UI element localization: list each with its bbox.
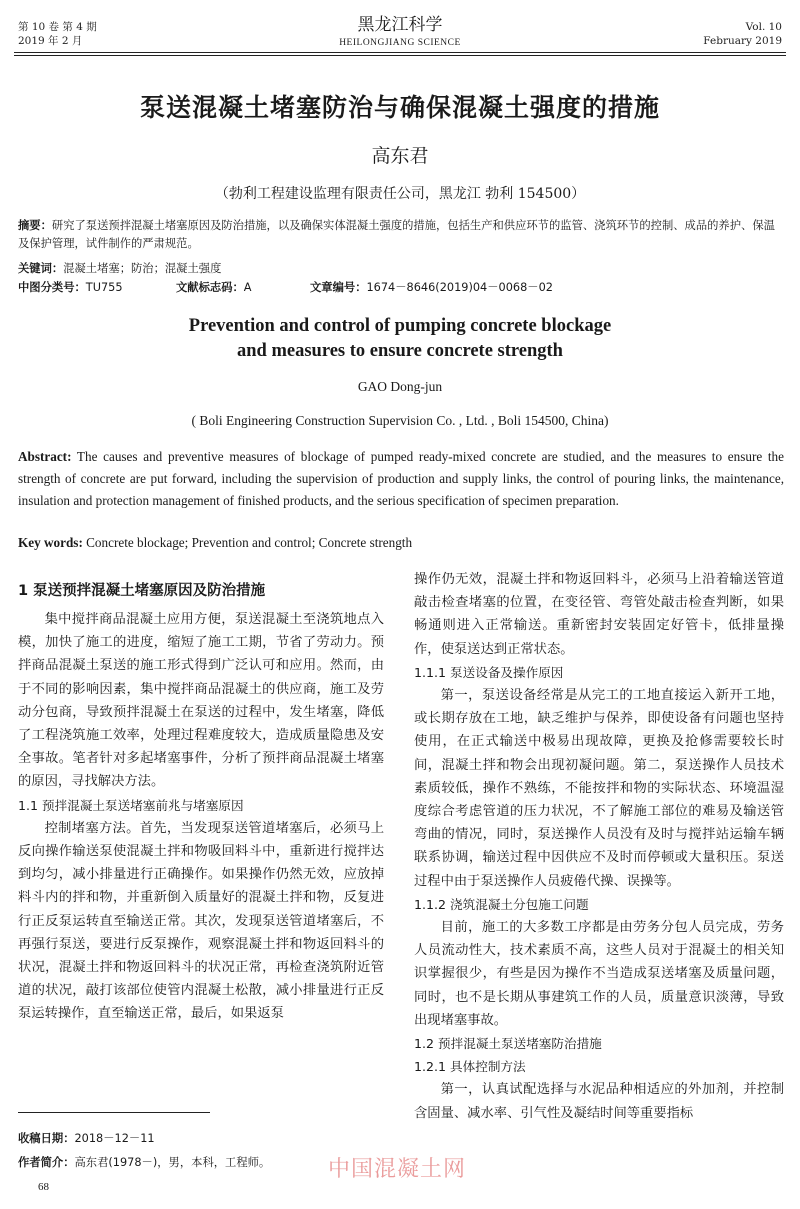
subsection-1-2-1-heading: 1.2.1 具体控制方法 bbox=[414, 1059, 526, 1075]
clc-number bbox=[18, 280, 123, 296]
journal-name-cn: 黑龙江科学 bbox=[357, 15, 443, 35]
subsection-1-1-1-heading: 1.1.1 泵送设备及操作原因 bbox=[414, 664, 564, 680]
author-bio bbox=[18, 1151, 270, 1175]
title-en-line2: and measures to ensure concrete strength bbox=[237, 341, 563, 361]
footnote bbox=[18, 1127, 270, 1175]
volume-issue-cn: 第 10 卷 第 4 期 bbox=[18, 21, 97, 33]
document-code bbox=[176, 280, 252, 296]
paragraph-control-method: 第一，认真试配选择与水泥品种相适应的外加剂，并控制含固量、减水率、引气性及凝结时间等重要指标 bbox=[414, 1082, 784, 1121]
watermark: 中国混凝土网 bbox=[328, 1157, 467, 1182]
keywords-en-label: Key words: bbox=[18, 535, 83, 550]
volume-en: Vol. 10 bbox=[745, 21, 782, 33]
journal-name-en: HEILONGJIANG SCIENCE bbox=[339, 38, 461, 48]
clc-label: 中图分类号： bbox=[18, 281, 86, 294]
abstract-en-label: Abstract: bbox=[18, 449, 72, 464]
article-number bbox=[310, 280, 553, 296]
author-en: GAO Dong-jun bbox=[357, 379, 443, 394]
abstract-cn-label: 摘要： bbox=[18, 219, 52, 232]
article-no-label: 文章编号： bbox=[310, 281, 367, 294]
doc-code-label: 文献标志码： bbox=[176, 281, 244, 294]
keywords-en bbox=[18, 533, 412, 553]
paragraph-blockage-control: 控制堵塞方法。首先，当发现泵送管道堵塞后，必须马上反向操作输送泵使混凝土拌和物吸回料斗中，重新进行搅拌达到均匀，减小排量进行正确操作。如果操作仍然无效，应放掉料斗内的拌和物，并重新倒入质量好的混凝土拌和物，反复进行正反泵运转直至输送正常。其次，发现泵送管道堵塞后，不再强行泵送，要进行反泵操作，观察混凝土拌和物返回料斗的状况，混凝土拌和物返回料斗的状况正常，再检查浇筑附近管道的状况，敲打该部位使管内混凝土松散，减小排量进行正反泵运转操作，直至输送正常，最后，如果返泵 bbox=[18, 820, 384, 1022]
body-column-left bbox=[18, 578, 384, 1026]
header-rule bbox=[14, 52, 786, 53]
body-column-right bbox=[414, 568, 784, 1125]
header-rule-thin bbox=[14, 55, 786, 56]
received-label: 收稿日期： bbox=[18, 1132, 75, 1145]
header-volume-date-en bbox=[703, 20, 782, 48]
header-journal bbox=[0, 14, 800, 50]
page-number: 68 bbox=[38, 1181, 49, 1193]
title-en-line1: Prevention and control of pumping concrete blockage bbox=[188, 316, 612, 336]
abstract-cn-text: 研究了泵送预拌混凝土堵塞原因及防治措施，以及确保实体混凝土强度的措施，包括生产和供应环节的监管、浇筑环节的控制、成品的养护、保温及保护管理，试件制作的严肃规范。 bbox=[18, 219, 775, 250]
received-value: 2018－12－11 bbox=[74, 1132, 155, 1145]
subsection-1-1-2-heading: 1.1.2 浇筑混凝土分包施工问题 bbox=[414, 896, 589, 912]
paragraph-subcontract: 目前，施工的大多数工序都是由劳务分包人员完成，劳务人员流动性大，技术素质不高，这些人员对于混凝土的相关知识掌握很少，有些是因为操作不当造成泵送堵塞及质量问题，同时，也不是长期从事建筑工作的人员，质量意识淡薄，导致出现堵塞事故。 bbox=[414, 920, 784, 1028]
author-bio-label: 作者简介： bbox=[18, 1156, 75, 1169]
title-cn: 泵送混凝土堵塞防治与确保混凝土强度的措施 bbox=[139, 93, 660, 122]
date-cn: 2019 年 2 月 bbox=[18, 35, 83, 47]
affiliation-cn: （勃利工程建设监理有限责任公司，黑龙江 勃利 154500） bbox=[214, 186, 586, 202]
keywords-cn bbox=[18, 261, 221, 277]
affiliation-en: ( Boli Engineering Construction Supervision Co. , Ltd. , Boli 154500, China) bbox=[191, 413, 609, 428]
author-cn: 高东君 bbox=[371, 145, 429, 167]
abstract-en bbox=[18, 446, 784, 513]
keywords-cn-label: 关键词： bbox=[18, 262, 64, 275]
subsection-1-1-heading: 1.1 预拌混凝土泵送堵塞前兆与堵塞原因 bbox=[18, 797, 244, 813]
abstract-en-text: The causes and preventive measures of blockage of pumped ready-mixed concrete are studied, and the measures to ensure the strength of concrete are put forward, including the supervision of production and supply links, the control of pouring links, the maintenance, insulation and protection management of finished products, and the serious specification of specimen preparation. bbox=[18, 449, 784, 509]
footnote-rule bbox=[18, 1112, 210, 1113]
clc-value: TU755 bbox=[85, 281, 123, 294]
paragraph-intro: 集中搅拌商品混凝土应用方便，泵送混凝土至浇筑地点入模，加快了施工的进度，缩短了施工工期，节省了劳动力。预拌商品混凝土泵送的施工形式得到广泛认可和应用。然而，由于不同的影响因素，集中搅拌商品混凝土的供应商，施工及劳动分包商，导致预拌混凝土在泵送的过程中，发生堵塞，降低了工程浇筑施工效率，处理过程难度较大，造成质量隐患及安全事故。笔者针对多起堵塞事件，分析了预拌商品混凝土堵塞的原因，寻找解决方法。 bbox=[18, 612, 384, 790]
received-date bbox=[18, 1127, 270, 1151]
abstract-cn bbox=[18, 217, 784, 253]
author-bio-value: 高东君(1978－)，男，本科，工程师。 bbox=[74, 1156, 271, 1169]
keywords-en-text: Concrete blockage; Prevention and control; Concrete strength bbox=[82, 535, 413, 550]
title-en bbox=[0, 314, 800, 364]
subsection-1-2-heading: 1.2 预拌混凝土泵送堵塞防治措施 bbox=[414, 1036, 602, 1052]
section-1-heading: 1 泵送预拌混凝土堵塞原因及防治措施 bbox=[18, 583, 266, 599]
article-no-value: 1674－8646(2019)04－0068－02 bbox=[366, 281, 553, 294]
keywords-cn-text: 混凝土堵塞；防治；混凝土强度 bbox=[63, 262, 222, 275]
date-en: February 2019 bbox=[703, 35, 782, 47]
doc-code-value: A bbox=[243, 281, 252, 294]
paragraph-blockage-control-cont: 操作仍无效，混凝土拌和物返回料斗，必须马上沿着输送管道敲击检查堵塞的位置，在变径管、弯管处敲击检查判断，如果畅通则进入正常输送。重新密封安装固定好管卡，低排量操作，使泵送达到正常状态。 bbox=[414, 572, 784, 657]
paragraph-equipment: 第一，泵送设备经常是从完工的工地直接运入新开工地，或长期存放在工地，缺乏维护与保养，即使设备有问题也坚持使用，在正式输送中极易出现故障，更换及抢修需要较长时间，混凝土拌和物会出现初凝问题。第二，泵送操作人员技术素质较低，操作不熟练，不能按拌和物的实际状态、环境温湿度综合考虑管道的压力状况，不了解施工部位的难易及输送管弯曲的情况，同时，泵送操作人员没有及时与搅拌站运输车辆联系协调，输送过程中因供应不及时而停顿或大量积压。泵送过程中由于泵送操作人员疲倦代操、误操等。 bbox=[414, 688, 784, 889]
